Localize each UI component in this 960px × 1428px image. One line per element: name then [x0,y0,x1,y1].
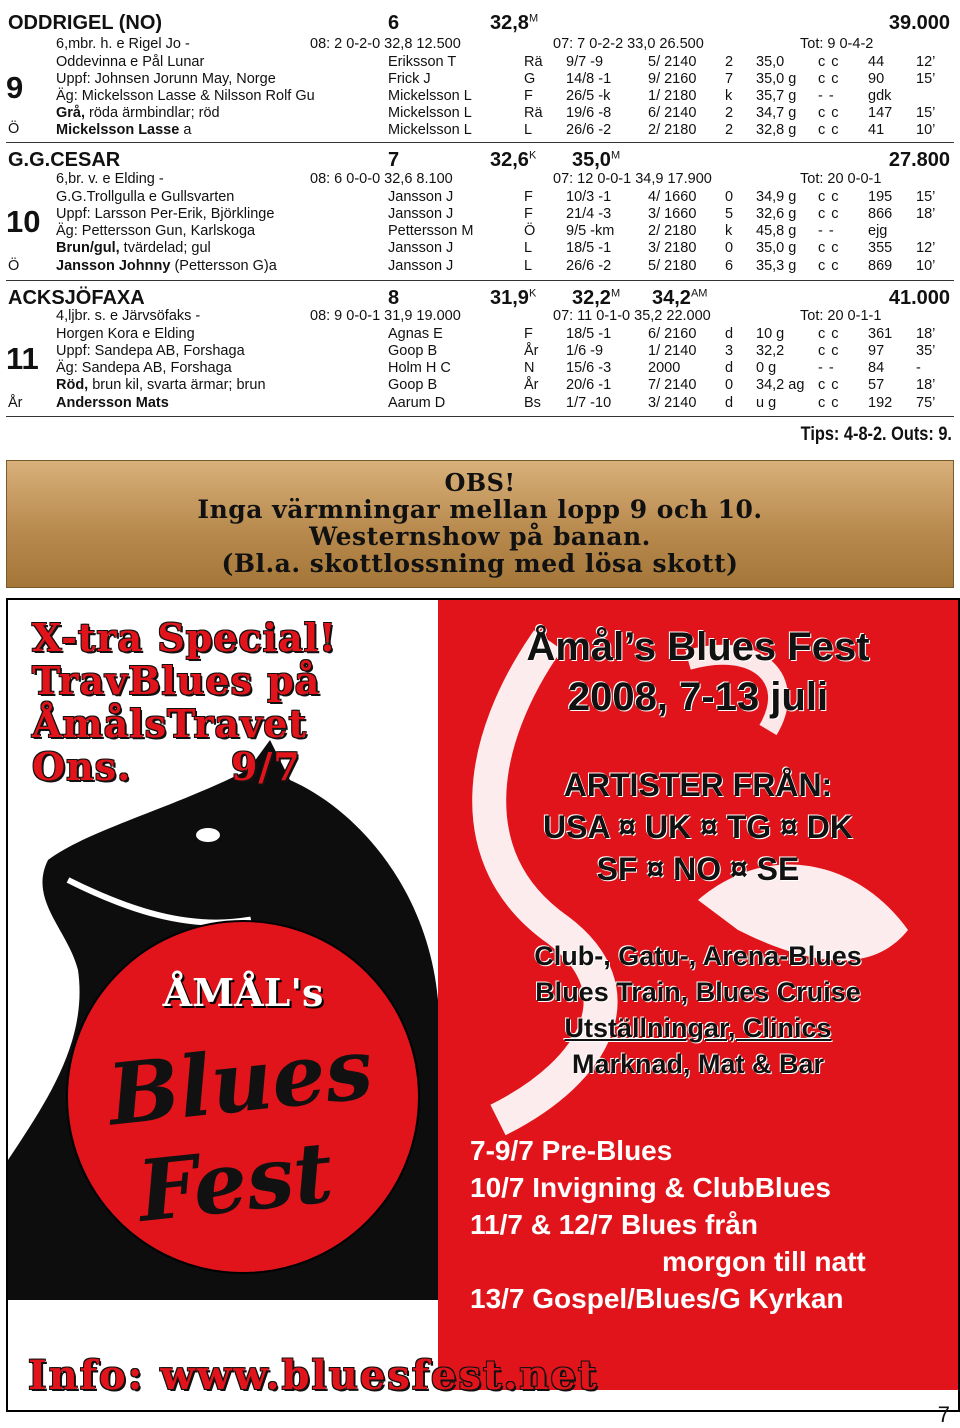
start-shoe: - - [818,88,835,104]
start-left-info: Uppf: Johnsen Jorunn May, Norge [56,71,276,87]
start-row [0,54,960,71]
best-time-2: $35,0^M$ [572,149,621,171]
start-prize: 18’ [916,206,936,222]
obs-line: (Bl.a. skottlossning med lösa skott) [221,549,739,578]
left-rest: röda ärmbindlar; röd [85,105,220,121]
start-dist: 2/ 2180 [648,223,697,239]
start-odds: gdk [868,88,892,104]
feature-line: Club-, Gatu-, Arena-Blues [534,941,862,971]
start-date: 19/6 -8 [566,105,612,121]
start-odds: 84 [868,360,885,376]
start-time: 0 g [756,360,777,376]
start-odds: 361 [868,326,893,342]
start-row [0,189,960,206]
best-time-3: $34,2^{AM}$ [652,287,708,309]
start-track: År [524,377,539,393]
stats-2007: 07: 11 0-1-0 35,2 22.000 [553,308,711,324]
horse-name: ODDRIGEL (NO) [8,12,163,34]
start-left-info [56,105,220,122]
start-driver: Jansson J [388,240,454,256]
start-track: F [524,206,533,222]
horse-pedigree: 6,mbr. h. e Rigel Jo - [56,36,190,52]
earnings: 39.000 [888,12,950,34]
start-odds: 147 [868,105,893,121]
start-driver: Jansson J [388,189,454,205]
event-line: 7-9/7 Pre-Blues [470,1135,673,1166]
start-prize: 12’ [916,54,936,70]
best-time-2: $32,2^M$ [572,287,621,309]
start-dist: 3/ 1660 [648,206,697,222]
start-number: 8 [388,287,400,309]
start-driver: Goop B [388,377,438,393]
start-prize: - [916,360,921,376]
start-prize: 18’ [916,377,936,393]
colors-or-trainer: Brun/gul, [56,240,120,256]
start-dist: 1/ 2140 [648,343,697,359]
start-pos: k [725,223,733,239]
start-row [0,258,960,275]
stats-2007: 07: 7 0-2-2 33,0 26.500 [553,36,704,52]
start-track: G [524,71,536,87]
start-pos: d [725,395,734,411]
start-date: 18/5 -1 [566,240,612,256]
start-row [0,206,960,223]
start-row [0,395,960,412]
horse-name: G.G.CESAR [8,149,121,171]
start-time: 32,8 g [756,122,797,138]
start-time: 32,2 [756,343,785,359]
stats-row [0,36,960,53]
horse-pedigree: 6,br. v. e Elding - [56,171,164,187]
stats-2008: 08: 9 0-0-1 31,9 19.000 [310,308,461,324]
start-odds: 44 [868,54,885,70]
xtra-line: ÅmålsTravet [32,701,308,746]
start-track: L [524,122,533,138]
start-date: 26/5 -k [566,88,611,104]
start-driver: Goop B [388,343,438,359]
best-time-1: $32,8^M$ [490,12,539,34]
start-odds: 57 [868,377,885,393]
events-list [470,1132,866,1317]
start-date: 18/5 -1 [566,326,612,342]
start-track: År [524,343,539,359]
start-driver: Mickelsson L [388,88,472,104]
start-shoe: c c [818,206,840,222]
start-row [0,343,960,360]
start-left-info [56,240,211,257]
start-driver: Holm H C [388,360,451,376]
start-left-info: Horgen Kora e Elding [56,326,195,342]
start-date: 1/6 -9 [566,343,604,359]
start-number: 6 [388,12,400,34]
xtra-line: TravBlues på [32,658,321,703]
start-dist: 2/ 2180 [648,122,697,138]
stats-2007: 07: 12 0-0-1 34,9 17.900 [553,171,712,187]
start-prize: 12’ [916,240,936,256]
start-pos: 0 [725,240,734,256]
start-odds: ejg [868,223,888,239]
start-dist: 5/ 2180 [648,258,697,274]
tips-line: Tips: 4-8-2. Outs: 9. [800,424,952,445]
start-shoe: c c [818,258,840,274]
divider [6,280,954,281]
start-left-info [56,395,169,412]
event-line: 13/7 Gospel/Blues/G Kyrkan [470,1283,844,1314]
start-shoe: - - [818,360,835,376]
left-rest: tvärdelad; gul [119,240,211,256]
bluesfest-ad [6,598,960,1412]
start-driver: Agnas E [388,326,443,342]
colors-or-trainer: Mickelsson Lasse [56,122,180,138]
start-row [0,88,960,105]
start-number: 7 [388,149,400,171]
event-line: 10/7 Invigning & ClubBlues [470,1172,831,1203]
page-number: 7 [937,1402,950,1427]
start-pos: 2 [725,105,734,121]
artists-line: SF ¤ NO ¤ SE [596,851,800,887]
start-prize: 15’ [916,105,936,121]
colors-or-trainer: Röd, [56,377,89,393]
start-date: 1/7 -10 [566,395,612,411]
logo-fest-text: Fest [133,1122,338,1241]
start-pos: k [725,88,733,104]
feature-line: Utställningar, Clinics [564,1013,832,1043]
start-row [0,122,960,139]
xtra-line: X-tra Special! [32,615,337,660]
left-rest: brun kil, svarta ärmar; brun [88,377,266,393]
divider [6,416,954,417]
left-rest: (Pettersson G)a [170,258,277,274]
start-dist: 1/ 2180 [648,88,697,104]
start-time: 35,0 [756,54,785,70]
start-track: Rä [524,105,543,121]
start-shoe: c c [818,71,840,87]
start-shoe: c c [818,54,840,70]
earnings: 27.800 [888,149,950,171]
stats-row [0,171,960,188]
start-left-info [56,258,277,275]
start-left-info: Äg: Mickelsson Lasse & Nilsson Rolf Gu [56,88,315,104]
start-left-info: Uppf: Larsson Per-Erik, Björklinge [56,206,275,222]
start-row [0,71,960,88]
start-time: 32,6 g [756,206,797,222]
obs-notice [6,460,954,588]
start-pos: 0 [725,189,734,205]
stats-2008: 08: 2 0-2-0 32,8 12.500 [310,36,461,52]
start-date: 20/6 -1 [566,377,612,393]
start-driver: Eriksson T [388,54,457,70]
start-odds: 866 [868,206,893,222]
start-left-info: Oddevinna e Pål Lunar [56,54,205,70]
start-odds: 41 [868,122,885,138]
start-row [0,326,960,343]
start-odds: 97 [868,343,885,359]
stats-total: Tot: 9 0-4-2 [800,36,874,52]
start-row [0,377,960,394]
start-time: 35,0 g [756,71,797,87]
best-time-1: $31,9^K$ [490,287,537,309]
start-pos: 2 [725,54,734,70]
earnings: 41.000 [888,287,950,309]
horse-header [0,287,960,309]
start-date: 10/3 -1 [566,189,612,205]
start-time: 34,7 g [756,105,797,121]
stats-total: Tot: 20 0-0-1 [800,171,882,187]
ut-marker: Ö [8,121,20,137]
start-driver: Jansson J [388,206,454,222]
colors-or-trainer: Jansson Johnny [56,258,171,274]
start-time: 35,7 g [756,88,797,104]
start-dist: 6/ 2160 [648,326,697,342]
start-row [0,223,960,240]
start-track: Rä [524,54,543,70]
features-block [438,938,958,1082]
start-dist: 5/ 2140 [648,54,697,70]
artists-block [438,764,958,890]
start-odds: 355 [868,240,893,256]
event-line: morgon till natt [662,1246,866,1277]
info-website[interactable]: Info: www.bluesfest.net [28,1352,599,1399]
start-pos: 6 [725,258,734,274]
start-dist: 3/ 2140 [648,395,697,411]
start-date: 26/6 -2 [566,258,612,274]
start-pos: 0 [725,377,734,393]
start-shoe: c c [818,189,840,205]
start-track: F [524,326,533,342]
start-driver: Pettersson M [388,223,474,239]
start-dist: 9/ 2160 [648,71,697,87]
start-dist: 7/ 2140 [648,377,697,393]
start-row [0,240,960,257]
start-time: 34,2 ag [756,377,805,393]
start-pos: 7 [725,71,734,87]
start-pos: d [725,360,734,376]
colors-or-trainer: Andersson Mats [56,395,169,411]
start-driver: Mickelsson L [388,105,472,121]
start-time: 45,8 g [756,223,797,239]
divider [6,142,954,143]
best-time-1: $32,6^K$ [490,149,537,171]
horse-header [0,149,960,171]
fest-title [438,622,958,722]
start-pos: 5 [725,206,734,222]
start-track: N [524,360,535,376]
start-driver: Frick J [388,71,431,87]
stats-row [0,308,960,325]
colors-or-trainer: Grå, [56,105,86,121]
start-date: 26/6 -2 [566,122,612,138]
start-prize: 15’ [916,189,936,205]
feature-line: Marknad, Mat & Bar [571,1049,825,1079]
start-time: u g [756,395,777,411]
start-time: 34,9 g [756,189,797,205]
start-dist: 2000 [648,360,681,376]
xtra-line: Ons. 9/7 [32,744,301,789]
start-date: 14/8 -1 [566,71,612,87]
start-time: 35,3 g [756,258,797,274]
start-prize: 10’ [916,122,936,138]
ut-marker: År [8,395,23,411]
start-prize: 10’ [916,258,936,274]
left-rest: a [179,122,192,138]
start-dist: 3/ 2180 [648,240,697,256]
start-shoe: c c [818,377,840,393]
start-prize: 15’ [916,71,936,87]
start-track: F [524,189,533,205]
start-date: 9/5 -km [566,223,615,239]
artists-heading: ARTISTER FRÅN: [563,767,833,803]
start-pos: d [725,326,734,342]
start-left-info: G.G.Trollgulla e Gullsvarten [56,189,235,205]
start-time: 10 g [756,326,785,342]
post-number: 10 [6,204,41,239]
start-driver: Aarum D [388,395,446,411]
start-odds: 90 [868,71,885,87]
start-left-info: Uppf: Sandepa AB, Forshaga [56,343,245,359]
start-date: 21/4 -3 [566,206,612,222]
horse-header [0,12,960,34]
obs-line: Westernshow på banan. [309,522,651,551]
start-pos: 2 [725,122,734,138]
obs-heading: OBS! [444,468,516,497]
start-track: L [524,258,533,274]
start-row [0,360,960,377]
logo-blues-text: Blues [103,1018,378,1145]
start-shoe: c c [818,395,840,411]
stats-2008: 08: 6 0-0-0 32,6 8.100 [310,171,453,187]
start-row [0,105,960,122]
logo-amals-text: ÅMÅL's [162,970,324,1015]
bluesfest-logo [66,920,420,1274]
start-dist: 6/ 2140 [648,105,697,121]
start-shoe: c c [818,326,840,342]
ut-marker: Ö [8,258,20,274]
start-shoe: c c [818,343,840,359]
start-odds: 195 [868,189,893,205]
start-time: 35,0 g [756,240,797,256]
start-track: F [524,88,533,104]
fest-title-line: 2008, 7-13 juli [567,675,829,719]
event-line: 11/7 & 12/7 Blues från [470,1209,758,1240]
fest-title-line: Åmål’s Blues Fest [526,625,870,669]
horse-pedigree: 4,ljbr. s. e Järvsöfaks - [56,308,201,324]
start-odds: 192 [868,395,893,411]
start-shoe: c c [818,240,840,256]
artists-line: USA ¤ UK ¤ TG ¤ DK [543,809,853,845]
post-number: 11 [6,341,39,376]
start-driver: Jansson J [388,258,454,274]
xtra-special-heading [32,616,432,788]
start-left-info: Äg: Sandepa AB, Forshaga [56,360,232,376]
start-track: Ö [524,223,536,239]
start-date: 9/7 -9 [566,54,604,70]
start-shoe: c c [818,122,840,138]
start-track: Bs [524,395,541,411]
feature-line: Blues Train, Blues Cruise [535,977,861,1007]
start-shoe: - - [818,223,835,239]
start-left-info [56,377,266,394]
post-number: 9 [6,70,24,105]
start-pos: 3 [725,343,734,359]
horse-name: ACKSJÖFAXA [8,287,145,309]
start-prize: 35’ [916,343,936,359]
start-prize: 18’ [916,326,936,342]
start-shoe: c c [818,105,840,121]
stats-total: Tot: 20 0-1-1 [800,308,882,324]
start-dist: 4/ 1660 [648,189,697,205]
start-date: 15/6 -3 [566,360,612,376]
start-left-info: Äg: Pettersson Gun, Karlskoga [56,223,256,239]
start-driver: Mickelsson L [388,122,472,138]
obs-line: Inga värmningar mellan lopp 9 och 10. [197,495,763,524]
start-left-info [56,122,191,139]
start-prize: 75’ [916,395,936,411]
start-track: L [524,240,533,256]
start-odds: 869 [868,258,893,274]
